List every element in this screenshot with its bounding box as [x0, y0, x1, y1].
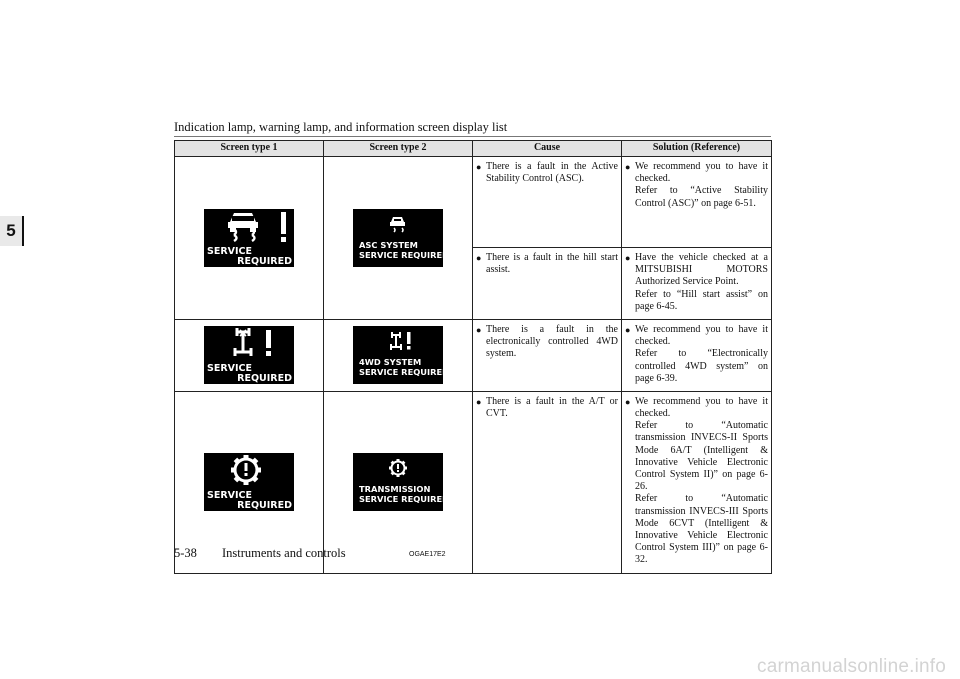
service-required-display [204, 453, 294, 511]
bullet-icon: ● [625, 396, 631, 407]
page-number: 5-38 [174, 546, 197, 560]
display-line-1: SERVICE [207, 490, 252, 502]
column-header: Screen type 2 [324, 141, 473, 157]
footer-section-title: Instruments and controls [222, 546, 346, 560]
display-line-2: REQUIRED [237, 500, 292, 512]
screen-type-2-cell [324, 157, 473, 320]
asc-system-display [353, 209, 450, 267]
solution-text: We recommend you to have it checked. Refer to “Active Stability Control (ASC)” on page 6-51. [635, 161, 768, 209]
screen-type-1-cell [175, 319, 324, 391]
warning-display-table [174, 140, 772, 574]
table-row [175, 157, 772, 248]
cause-cell [473, 319, 622, 391]
display-line-2: REQUIRED [237, 255, 292, 267]
column-header: Screen type 1 [175, 141, 324, 157]
solution-cell [622, 157, 772, 248]
display-line-1: SERVICE [207, 245, 252, 257]
header-rule [174, 136, 771, 137]
display-line-2: SERVICE REQUIRED [359, 494, 450, 505]
bullet-icon: ● [625, 253, 631, 263]
solution-cell [622, 319, 772, 391]
bullet-icon: ● [476, 396, 482, 407]
cause-text: There is a fault in the electronically controlled 4WD system. [486, 323, 618, 360]
4wd-system-display [353, 326, 450, 384]
skid-car-icon [204, 209, 294, 247]
cause-text: There is a fault in the hill start assist. [486, 252, 618, 276]
display-line-2: SERVICE REQUIRED [359, 367, 450, 378]
column-header: Solution (Reference) [622, 141, 772, 157]
bullet-icon: ● [476, 162, 482, 172]
display-line-1: TRANSMISSION [359, 484, 431, 495]
bullet-icon: ● [625, 324, 631, 335]
cause-text: There is a fault in the Active Stability Control (ASC). [486, 161, 618, 185]
display-line-1: ASC SYSTEM [359, 239, 418, 250]
running-header: Indication lamp, warning lamp, and information screen display list [174, 120, 508, 134]
solution-cell [622, 391, 772, 573]
solution-text: We recommend you to have it checked. Refer to “Automatic transmission INVECS-II Sports Mode 6A/T (Intelligent & Innovative Vehicle Electronic Control System II)” on page 6-26. Refer to “Automatic transmission INVECS-III Sports Mode 6CVT (Intelligent & Innovative Vehicle Electronic Control System III)” on page 6-32. [635, 395, 768, 566]
column-header: Cause [473, 141, 622, 157]
cause-cell [473, 157, 622, 248]
skid-car-small-icon [353, 209, 443, 239]
table-row [175, 319, 772, 391]
cause-text: There is a fault in the A/T or CVT. [486, 395, 618, 420]
watermark: carmanualsonline.info [757, 656, 947, 677]
transmission-display [353, 453, 450, 511]
gear-warning-icon [204, 453, 294, 491]
4wd-drivetrain-icon [204, 326, 294, 364]
solution-text: We recommend you to have it checked. Refer to “Electronically controlled 4WD system” on page 6-39. [635, 323, 768, 384]
bullet-icon: ● [476, 324, 482, 335]
display-line-1: SERVICE [207, 363, 252, 375]
service-required-display [204, 326, 294, 384]
cause-cell [473, 391, 622, 573]
chapter-tab[interactable]: 5 [0, 216, 24, 246]
screen-type-2-cell [324, 319, 473, 391]
document-code: OGAE17E2 [409, 551, 446, 558]
display-line-1: 4WD SYSTEM [359, 357, 422, 368]
bullet-icon: ● [476, 253, 482, 263]
display-line-2: SERVICE REQUIRED [359, 249, 450, 260]
screen-type-1-cell [175, 157, 324, 320]
display-line-2: REQUIRED [237, 373, 292, 385]
solution-cell [622, 248, 772, 320]
service-required-display [204, 209, 294, 267]
bullet-icon: ● [625, 162, 631, 172]
4wd-drivetrain-small-icon [353, 326, 443, 356]
table-header-row [175, 141, 772, 157]
gear-warning-small-icon [353, 453, 443, 483]
solution-text: Have the vehicle checked at a MITSUBISHI MOTORS Authorized Service Point. Refer to “Hill start assist” on page 6-45. [635, 252, 768, 312]
cause-cell [473, 248, 622, 320]
